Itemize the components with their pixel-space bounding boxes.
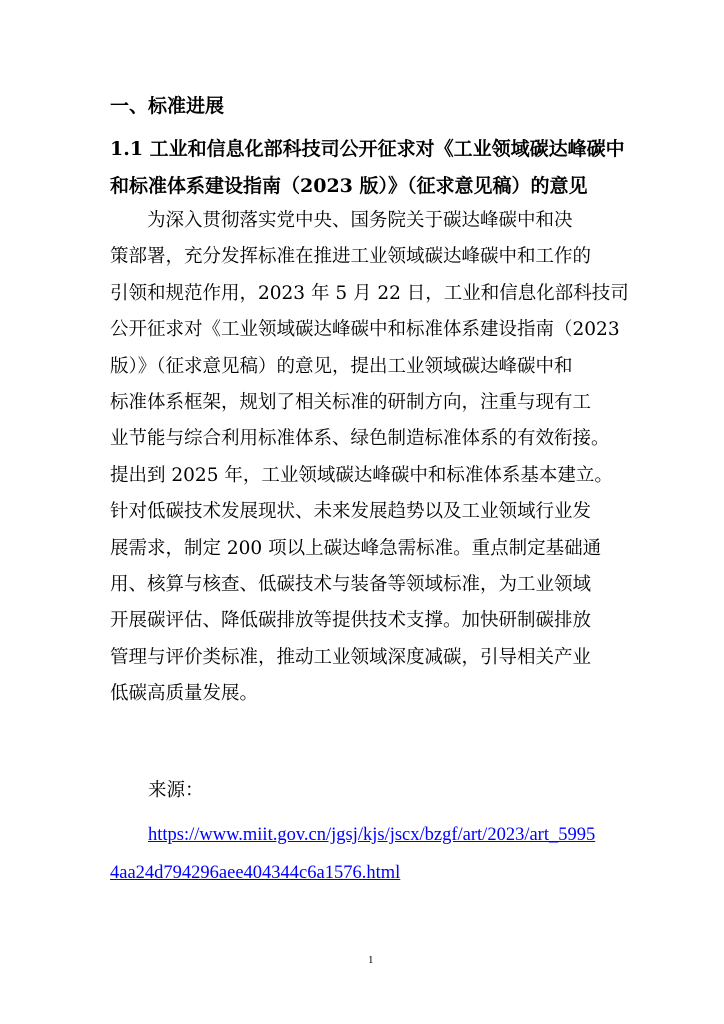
body-line: 公开征求对《工业领域碳达峰碳中和标准体系建设指南（2023 — [110, 319, 620, 341]
body-line: 策部署，充分发挥标准在推进工业领域碳达峰碳中和工作的 — [110, 246, 592, 268]
body-line: 业节能与综合利用标准体系、绿色制造标准体系的有效衔接。 — [110, 428, 610, 450]
body-line: 用、核算与核查、低碳技术与装备等领域标准，为工业领域 — [110, 574, 592, 596]
body-line: 展需求，制定 200 项以上碳达峰急需标准。重点制定基础通 — [110, 537, 602, 559]
body-line: 为深入贯彻落实党中央、国务院关于碳达峰碳中和决 — [110, 210, 573, 231]
body-line: 标准体系框架，规划了相关标准的研制方向，注重与现有工 — [110, 392, 592, 414]
section-heading: 一、标准进展 — [110, 95, 225, 117]
subsection-heading-line: 1.1 工业和信息化部科技司公开征求对《工业领域碳达峰碳中 — [110, 138, 625, 160]
body-line: 管理与评价类标准，推动工业领域深度减碳，引导相关产业 — [110, 646, 592, 668]
source-link-line[interactable]: https://www.miit.gov.cn/jgsj/kjs/jscx/bzgf/art/2023/art_5995 — [148, 825, 596, 845]
body-line: 低碳高质量发展。 — [110, 683, 259, 705]
body-line: 提出到 2025 年，工业领域碳达峰碳中和标准体系基本建立。 — [110, 464, 613, 486]
page-number: 1 — [368, 954, 374, 966]
subsection-heading — [110, 131, 626, 205]
source-link-line[interactable]: 4aa24d794296aee404344c6a1576.html — [110, 863, 401, 883]
body-line: 开展碳评估、降低碳排放等提供技术支撑。加快研制碳排放 — [110, 610, 592, 632]
subsection-heading-line: 和标准体系建设指南（2023 版）》（征求意见稿）的意见 — [110, 175, 588, 197]
body-line: 引领和规范作用，2023 年 5 月 22 日，工业和信息化部科技司 — [110, 282, 629, 304]
source-link[interactable] — [110, 816, 630, 892]
body-line: 版）》（征求意见稿）的意见，提出工业领域碳达峰碳中和 — [110, 355, 573, 377]
body-line: 针对低碳技术发展现状、未来发展趋势以及工业领域行业发 — [110, 501, 592, 523]
source-label: 来源： — [148, 780, 204, 801]
body-paragraph — [110, 203, 628, 713]
